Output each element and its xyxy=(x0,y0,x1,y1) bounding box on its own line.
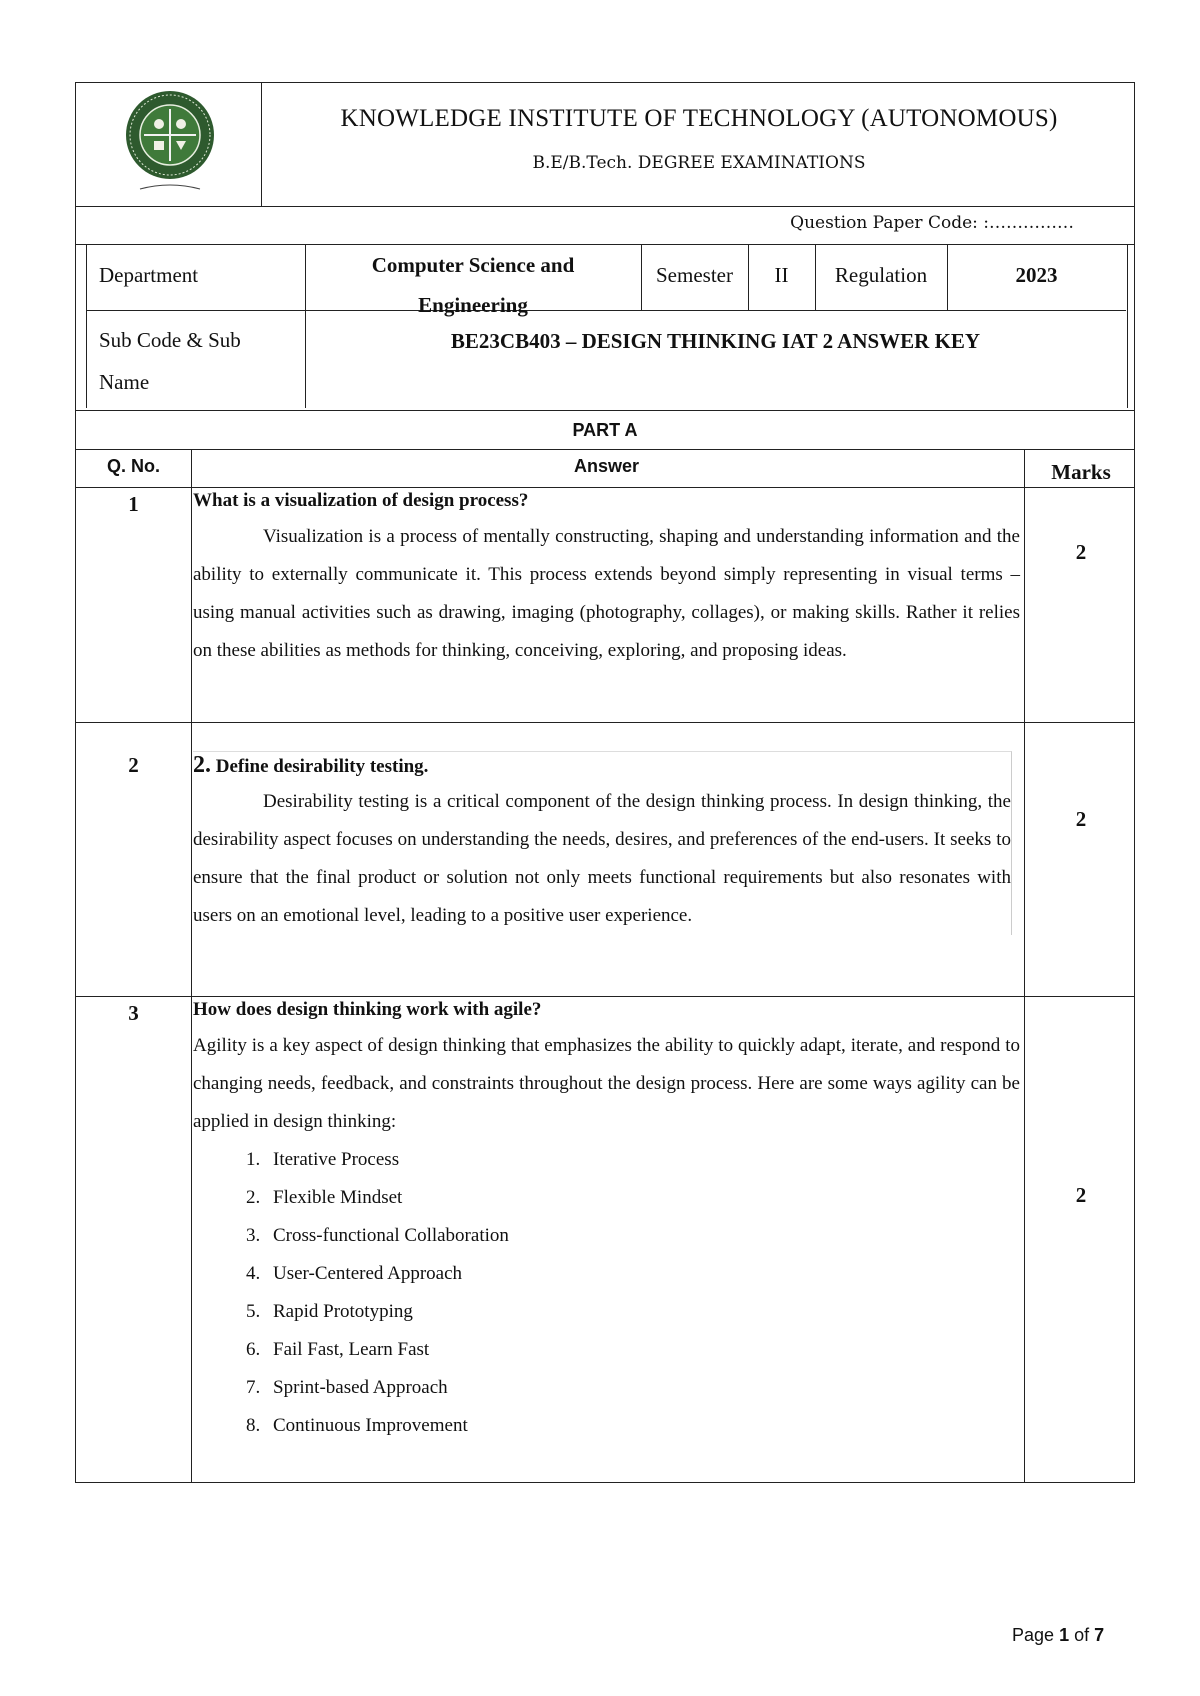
list-item: 7. Sprint-based Approach xyxy=(265,1369,1020,1407)
subject-label-line2: Name xyxy=(99,370,150,394)
institute-header xyxy=(76,83,1134,207)
semester-value: II xyxy=(774,263,789,287)
table-header-row xyxy=(76,450,1134,488)
list-item: 8. Continuous Improvement xyxy=(265,1407,1020,1445)
subject-label xyxy=(99,319,241,403)
part-heading: PART A xyxy=(76,411,1134,450)
answer-table xyxy=(76,450,1134,1482)
question-text: What is a visualization of design process? xyxy=(193,490,529,511)
list-item: 4. User-Centered Approach xyxy=(265,1255,1020,1293)
current-page: 1 xyxy=(1059,1625,1070,1645)
answer-text: Agility is a key aspect of design thinking that emphasizes the ability to quickly adapt, iterate, and respond to changing needs, feedback, and constraints throughout the design process. Here are some ways agility can be applied in design thinking: xyxy=(193,1035,1020,1132)
marks-value: 2 xyxy=(1075,807,1087,831)
question-number: 3 xyxy=(128,1001,139,1025)
answer-text: Visualization is a process of mentally constructing, shaping and understanding information and the ability to externally communicate it. This process extends beyond simply representing in visual terms – using manual activities such as drawing, imaging (photography, collages), or making skills. Rather it relies on these abilities as methods for thinking, conceiving, exploring, and proposing ideas. xyxy=(193,526,1020,661)
table-row xyxy=(76,488,1134,723)
answer-cell xyxy=(193,490,1020,670)
question-number: 1 xyxy=(128,492,139,516)
institute-logo xyxy=(120,89,220,197)
question-paper-code: Question Paper Code: :…………… xyxy=(790,213,1074,233)
question-text: Define desirability testing. xyxy=(215,756,429,777)
table-row xyxy=(76,997,1134,1482)
institute-name: KNOWLEDGE INSTITUTE OF TECHNOLOGY (AUTONOMOUS) xyxy=(340,105,1058,132)
answer-cell xyxy=(193,751,1012,935)
list-item: 1. Iterative Process xyxy=(265,1141,1020,1179)
course-info xyxy=(76,245,1134,411)
header-marks: Marks xyxy=(1051,460,1111,484)
exam-title: B.E/B.Tech. DEGREE EXAMINATIONS xyxy=(532,153,866,173)
marks-value: 2 xyxy=(1075,1183,1087,1207)
marks-value: 2 xyxy=(1075,540,1087,564)
logo-cell xyxy=(76,83,262,206)
department-value-line1: Computer Science and xyxy=(371,253,575,277)
subject-value: BE23CB403 – DESIGN THINKING IAT 2 ANSWER KEY xyxy=(450,329,981,353)
header-answer: Answer xyxy=(573,456,640,476)
list-item: 2. Flexible Mindset xyxy=(265,1179,1020,1217)
answer-cell xyxy=(193,999,1020,1445)
page-footer xyxy=(1012,1625,1104,1646)
question-numeral: 2. xyxy=(193,752,211,778)
question-paper-code-row xyxy=(76,207,1134,245)
question-number: 2 xyxy=(128,753,139,777)
list-item: 6. Fail Fast, Learn Fast xyxy=(265,1331,1020,1369)
semester-label: Semester xyxy=(656,263,733,287)
question-heading xyxy=(193,752,1011,779)
subject-label-line1: Sub Code & Sub xyxy=(99,328,241,352)
answer-text: Desirability testing is a critical component of the design thinking process. In design thinking, the desirability aspect focuses on understanding the needs, desires, and preferences of the end-users. It seeks to ensure that the final product or solution not only meets functional requirements but also resonates with users on an emotional level, leading to a positive user experience. xyxy=(193,791,1011,926)
agility-list xyxy=(193,1141,1020,1445)
list-item: 5. Rapid Prototyping xyxy=(265,1293,1020,1331)
course-info-grid xyxy=(86,245,1128,408)
question-text: How does design thinking work with agile? xyxy=(193,999,542,1020)
list-item: 3. Cross-functional Collaboration xyxy=(265,1217,1020,1255)
regulation-value: 2023 xyxy=(1015,263,1058,287)
department-label: Department xyxy=(99,263,199,287)
department-value-line2: Engineering xyxy=(418,293,528,317)
footer-of: of xyxy=(1074,1625,1090,1645)
regulation-label: Regulation xyxy=(834,263,928,287)
total-pages: 7 xyxy=(1094,1625,1105,1645)
exam-frame xyxy=(75,82,1135,1483)
department-value xyxy=(305,245,641,325)
footer-prefix: Page xyxy=(1012,1625,1055,1645)
header-qno: Q. No. xyxy=(107,456,160,476)
table-row xyxy=(76,723,1134,997)
